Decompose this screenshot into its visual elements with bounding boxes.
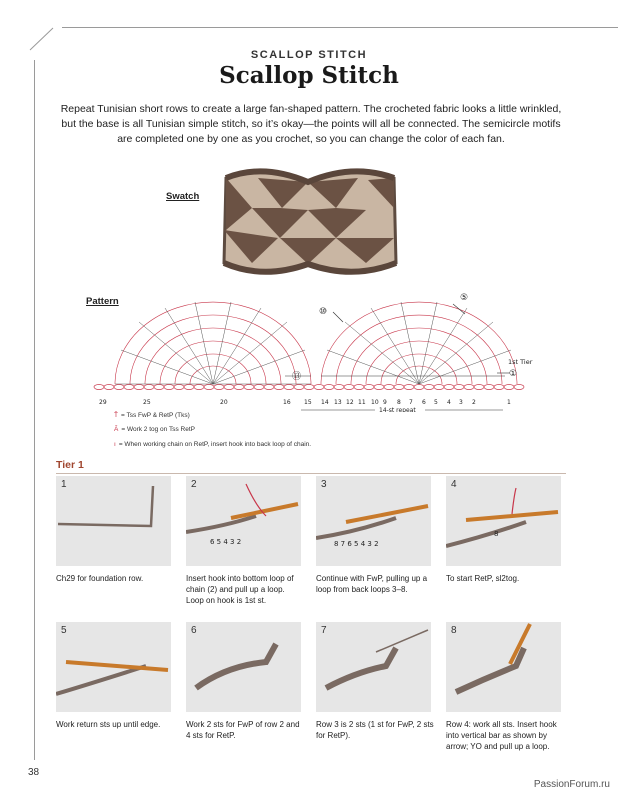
step-caption: Work return sts up until edge.	[56, 720, 161, 729]
stitch-number: 2	[472, 399, 476, 406]
stitch-number: 16	[283, 399, 291, 406]
step-photo-5	[56, 622, 171, 712]
step-photo-3	[316, 476, 431, 566]
step-number: 3	[321, 479, 327, 490]
step-number: 4	[451, 479, 457, 490]
step-photo-6	[186, 622, 301, 712]
step-caption: Insert hook into bottom loop of chain (2) and pull up a loop. Loop on hook is 1st st.	[186, 574, 294, 605]
circle-label-13: ⑬	[292, 372, 302, 382]
yarn-illustration	[186, 622, 301, 712]
stitch-number: 12	[346, 399, 354, 406]
stitch-number: 1	[507, 399, 511, 406]
stitch-number: 20	[220, 399, 228, 406]
step-number: 2	[191, 479, 197, 490]
legend-item: Ť = Tss FwP & RetP (Tks)	[114, 412, 190, 419]
hook-illustration	[186, 476, 301, 566]
step-caption: Ch29 for foundation row.	[56, 574, 144, 583]
hook-illustration	[56, 622, 171, 712]
step-number: 8	[451, 625, 457, 636]
svg-text:6 5 4 3 2: 6 5 4 3 2	[210, 538, 242, 546]
step-caption: Continue with FwP, pulling up a loop from back loops 3–8.	[316, 574, 428, 594]
circle-label-1: ①	[509, 369, 518, 379]
yarn-illustration	[316, 622, 431, 712]
stitch-number: 13	[334, 399, 342, 406]
step-caption: Row 3 is 2 sts (1 st for FwP, 2 sts for RetP).	[316, 720, 434, 740]
step-number: 6	[191, 625, 197, 636]
step-photo-1	[56, 476, 171, 566]
tier-label: 1st Tier	[508, 358, 533, 366]
step-photo-7	[316, 622, 431, 712]
page-title: Scallop Stitch	[219, 62, 399, 89]
stitch-number: 4	[447, 399, 451, 406]
svg-text:8 7 6 5 4 3 2: 8 7 6 5 4 3 2	[334, 540, 379, 548]
stitch-number: 10	[371, 399, 379, 406]
stitch-number: 15	[304, 399, 312, 406]
step-caption: Work 2 sts for FwP of row 2 and 4 sts for RetP.	[186, 720, 300, 740]
step-photo-2	[186, 476, 301, 566]
stitch-number: 8	[397, 399, 401, 406]
stitch-number: 9	[383, 399, 387, 406]
step-photo-4	[446, 476, 561, 566]
intro-paragraph: Repeat Tunisian short rows to create a large fan-shaped pattern. The crocheted fabric looks a little wrinkled, but the base is all Tunisian simple stitch, so it’s okay—the points will all be connected. The semicircle motifs are completed one by one as you crochet, so you can change the color of each fan.	[60, 103, 562, 145]
legend-item: Ã = Work 2 tog on Tss RetP	[114, 426, 195, 433]
top-rule	[62, 27, 618, 28]
hook-illustration	[446, 476, 561, 566]
step-number: 5	[61, 625, 67, 636]
section-kicker: SCALLOP STITCH	[250, 49, 368, 61]
stitch-number: 14	[321, 399, 329, 406]
stitch-number: 3	[459, 399, 463, 406]
pattern-label: Pattern	[86, 296, 119, 307]
step-caption: Row 4: work all sts. Insert hook into vertical bar as shown by arrow; YO and pull up a loop.	[446, 720, 557, 751]
watermark: PassionForum.ru	[533, 779, 610, 790]
swatch-image	[218, 168, 400, 280]
page-number: 38	[28, 767, 40, 778]
two-tog-symbol-icon: Ã	[114, 426, 119, 433]
stitch-number: 25	[143, 399, 151, 406]
circle-label-10: ⑩	[319, 307, 328, 317]
step-caption: To start RetP, sl2tog.	[446, 574, 520, 583]
stitch-number: 5	[434, 399, 438, 406]
repeat-label: 14-st repeat	[379, 407, 416, 412]
hook-illustration	[446, 622, 561, 712]
stitch-number: 6	[422, 399, 426, 406]
step-number: 7	[321, 625, 327, 636]
stitch-number: 29	[99, 399, 107, 406]
swatch-label: Swatch	[166, 191, 200, 202]
hook-illustration	[316, 476, 431, 566]
pattern-chart	[85, 290, 535, 412]
back-loop-symbol-icon: ı	[114, 441, 116, 448]
stitch-number: 7	[409, 399, 413, 406]
tier-rule	[56, 473, 566, 474]
svg-text:8: 8	[494, 530, 499, 538]
step-photo-8	[446, 622, 561, 712]
yarn-chain-illustration	[56, 476, 171, 566]
tks-symbol-icon: Ť	[114, 412, 118, 419]
left-rule	[34, 60, 35, 760]
legend-item: ı = When working chain on RetP, insert hook into back loop of chain.	[114, 441, 312, 448]
tier-heading: Tier 1	[56, 459, 84, 471]
step-number: 1	[61, 479, 67, 490]
stitch-number: 11	[358, 399, 366, 406]
circle-label-5: ⑤	[460, 293, 469, 303]
